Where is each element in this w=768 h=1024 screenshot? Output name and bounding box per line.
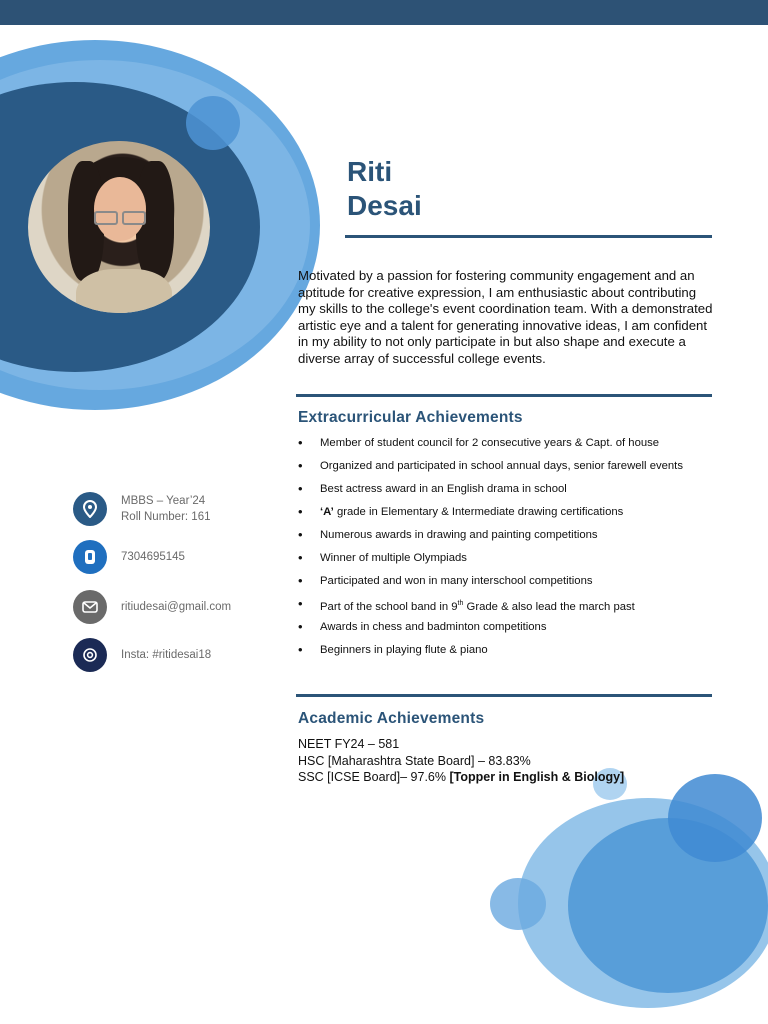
email-icon <box>73 590 107 624</box>
academic-hsc: HSC [Maharashtra State Board] – 83.83% <box>298 753 531 768</box>
last-name: Desai <box>347 190 422 221</box>
first-name: Riti <box>347 156 393 187</box>
email-address[interactable]: ritiudesai@gmail.com <box>121 601 232 613</box>
decorative-circle-bottom-3 <box>668 774 762 862</box>
phone-icon <box>73 540 107 574</box>
list-item-text: grade in Elementary & Intermediate drawing certifications <box>333 506 624 518</box>
instagram-handle[interactable]: Insta: #ritidesai18 <box>121 649 212 661</box>
list-item <box>298 596 718 619</box>
list-item: • Beginners in playing flute & piano <box>298 642 718 665</box>
list-item-text-rest: Grade & also lead the march past <box>463 600 635 613</box>
superscript: th <box>457 600 464 607</box>
academic-neet: NEET FY24 – 581 <box>298 737 400 751</box>
academic-ssc-topper: [Topper in English & Biology] <box>449 770 625 784</box>
summary-paragraph: Motivated by a passion for fostering community engagement and an aptitude for creative expression, I am enthusiastic about contributing my skills to the college's event coordination team. With a demonstrated artistic eye and a talent for generating innovative ideas, I am confident in my ability to not only participate in but also shape and execute a diverse array of successful college events. <box>298 268 713 366</box>
extracurricular-heading: Extracurricular Achievements <box>298 409 523 426</box>
candidate-name <box>347 155 422 223</box>
name-divider <box>345 235 712 238</box>
list-item: • Numerous awards in drawing and painting competitions <box>298 527 718 550</box>
location-pin-icon <box>73 492 107 526</box>
extracurricular-list <box>298 435 718 665</box>
profile-photo <box>28 141 210 313</box>
section-divider-2 <box>296 694 712 697</box>
decorative-circle-bottom-4 <box>490 878 546 930</box>
academic-ssc-score: SSC [ICSE Board]– 97.6% <box>298 770 450 784</box>
list-item-text: Part of the school band in 9 <box>320 600 458 613</box>
list-item: • Participated and won in many interschool competitions <box>298 573 718 596</box>
section-divider-1 <box>296 394 712 397</box>
decorative-circle-small <box>186 96 240 150</box>
academic-ssc <box>298 769 718 786</box>
list-item: • Member of student council for 2 consecutive years & Capt. of house <box>298 435 718 458</box>
instagram-icon <box>73 638 107 672</box>
list-item: • Winner of multiple Olympiads <box>298 550 718 573</box>
list-item: • Best actress award in an English drama in school <box>298 481 718 504</box>
list-item: • Organized and participated in school annual days, senior farewell events <box>298 458 718 481</box>
academic-list <box>298 736 718 786</box>
roll-number: Roll Number: 161 <box>121 511 211 523</box>
education-line: MBBS – Year’24 <box>121 495 206 507</box>
list-item: • Awards in chess and badminton competitions <box>298 619 718 642</box>
phone-number[interactable]: 7304695145 <box>121 551 185 563</box>
list-item: • ‘A’ grade in Elementary & Intermediate drawing certifications <box>298 504 718 527</box>
top-bar <box>0 0 768 25</box>
academic-heading: Academic Achievements <box>298 710 485 727</box>
